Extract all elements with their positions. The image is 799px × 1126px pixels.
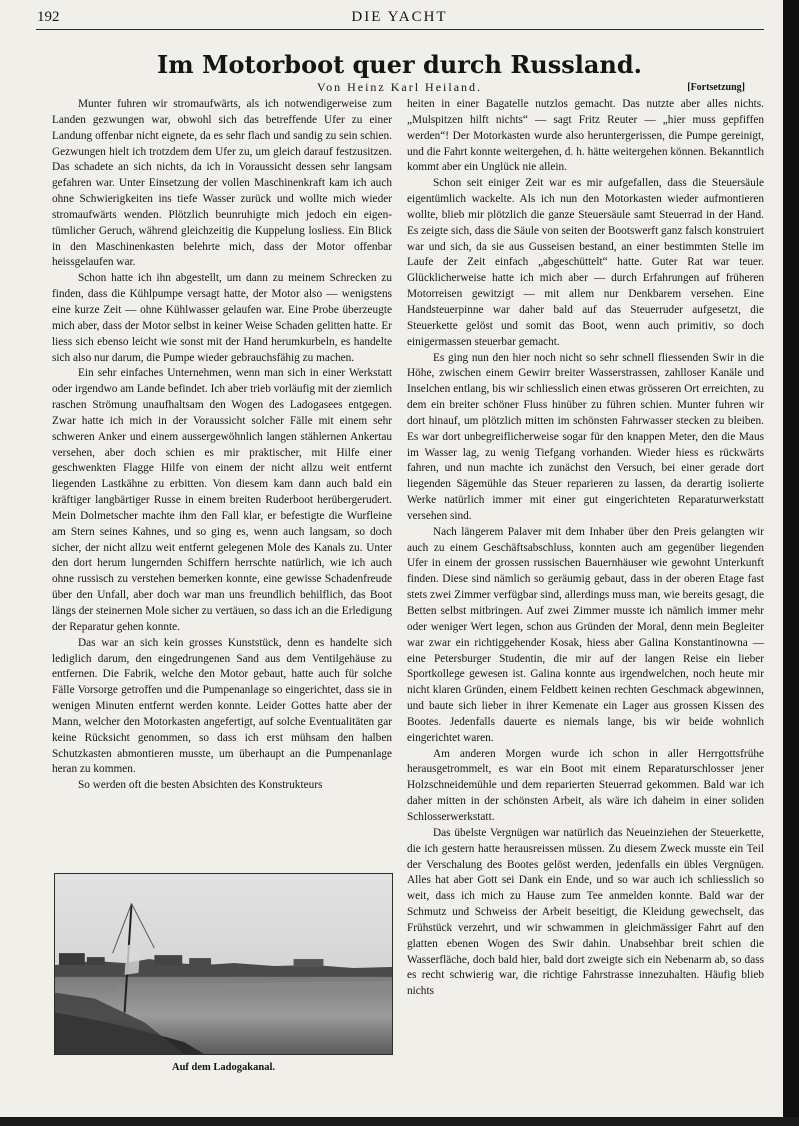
scan-edge-right <box>783 0 799 1126</box>
paragraph: Schon seit einiger Zeit war es mir aufgefallen, dass die Steuersäule eigentümlich wackelte. Als ich nun den Motorkasten wieder aufmontieren wollte, blieb mir plötzlich die ganze Steuersäule samt Steuerrad in der Hand. Es zeigte sich, dass die Säule von seiten der Bootswerft ganz falsch konstruiert war und sich, da sie aus Gusseisen bestand, an einer bestimmten Stelle im Laufe der Zeit einfach „abgeschüttelt“ hatte. Guter Rat war teuer. Glücklicherweise hatte ich mich aber — durch Erfahrungen auf früheren Motorreisen gewitzigt — mit allem nur Denkbarem versehen. Eine Handsteuerpinne war daher bald auf das Steuerruder aufgesetzt, die Steuerkette gelöst und somit das Boot, wenn auch primitiv, so doch einigermassen steuerbar gemacht. <box>407 177 764 348</box>
running-title: DIE YACHT <box>351 9 448 25</box>
paragraph: So werden oft die besten Absichten des Konstrukteurs <box>78 779 323 792</box>
paragraph: Ein sehr einfaches Unternehmen, wenn man sich in einer Werkstatt oder irgendwo am Lande befindet. Ich aber trieb vorläufig mit der ziemlich raschen Strömung unaufhaltsam den Wogen des Ladogasees entgegen. Zwar hatte ich mich in der Voraussicht solcher Fälle mit einem sehr schweren Anker und einem aussergewöhnlich langen stählernen Ankertau versehen, aber doch schien es mir praktischer, mit Hilfe einer geschwenkten Flagge Hilfe von einem der nicht allzu weit entfernt liegenden Lastkähne zu erbitten. Von diesem kam dann auch bald ein kräftiger langbärtiger Russe in einem breiten Ruderboot herübergerudert. Mein Dolmetscher machte ihm den Fall klar, er befestigte die Wurfleine am Stern seines Kahnes, und so ging es, wenn auch langsam, so doch sicher, der nicht allzu weit entfernt gelegenen Mole des Kanals zu. Unter den dort herum lungernden Schiffern herrschte natürlich, wie ich auch ohne russisch zu verstehen bemerken konnte, eine gewisse Schadenfreude über den Unfall, aber doch war man uns freundlich behilflich, das Boot längs der steinernen Mole sicher zu vertäuen, so dass ich an die Erledigung der Reparatur gehen konnte. <box>52 367 392 633</box>
paragraph: Am anderen Morgen wurde ich schon in aller Herrgottsfrühe herausgetrommelt, es war ein Boot mit einem Reparaturschlosser jener Holzschneidemühle und dem reparierten Steuerrad gekommen. Bald war ich daher mitten in der schönsten Arbeit, als wäre ich daheim in einer soliden Schlosserwerkstatt. <box>407 747 764 823</box>
continued-note: [Fortsetzung] <box>687 82 745 93</box>
paragraph: Das war an sich kein grosses Kunststück, denn es handelte sich lediglich darum, den eingedrungenen Sand aus dem Ventilgehäuse zu entfernen. Die Fabrik, welche den Motor gebaut, hatte auch für solche Fälle Vorsorge getroffen und die Pumpenanlage so eingerichtet, dass sie in wenigen Minuten entfernt werden konnte. Leider Gottes hatte aber der Mann, welcher den Motorkasten angefertigt, auf solche Eventualitäten gar keine Rücksicht genommen, so dass ich erst mühsam den halben Schutzkasten abmontieren musste, um überhaupt an die Pumpenanlage heran zu kommen. <box>52 636 392 776</box>
paragraph: heiten in einer Bagatelle nutzlos gemacht. Das nutzte aber alles nichts. „Mulspitzen hilft nichts“ — sagt Fritz Reuter — „hier muss gepfiffen werden“! Der Motorkasten wurde also heruntergerissen, die Pumpe gereinigt, und die Fahrt konnte weitergehen, d. h. hätte weitergehen können. Bekanntlich kommt aber ein Unglück nie allein. <box>407 98 764 174</box>
paragraph: Schon hatte ich ihn abgestellt, um dann zu meinem Schrecken zu finden, dass die Kühlpumpe versagt hatte, der Motor also — wenigstens eine kurze Zeit — ohne Kühlwasser gelaufen war. Eine Probe überzeugte mich aber, dass der Motor selbst in keiner Weise Schaden gelitten hatte. Er liess sich ebenso leicht wie sonst mit der Hand herumkurbeln, es handelte sich also nur darum, die Pumpe wieder gebrauchsfähig zu machen. <box>52 272 392 364</box>
article-title: Im Motorboot quer durch Russland. <box>157 50 642 79</box>
paragraph: Es ging nun den hier noch nicht so sehr schnell fliessenden Swir in die Höhe, zwischen einem Gewirr breiter Wasserstrassen, zahlloser Kanäle und Inselchen entlang, bis wir schliesslich einen etwas grösseren Ort erreichten, zu dem ein breiter schöner Fluss hinüber zu führen schien. Munter fuhren wir dort hinauf, um plötzlich mitten im schönsten Fahrwasser stecken zu bleiben. Es war dort unbegreiflicherweise sogar für den knappen Meter, den die Maus im Wasser lag, zu wenig Tiefgang vorhanden. Wieder hiess es rückwärts fahren, und nun machte ich zunächst den Versuch, bei einer gerade dort liegenden Sägemühle das Steuer reparieren zu lassen, da derartig isolierte Werke natürlich immer mit einer gut eingerichteten Reparaturwerkstatt versehen sind. <box>407 351 764 522</box>
paragraph: Das übelste Vergnügen war natürlich das Neueinziehen der Steuerkette, die ich gestern hatte herausreissen müssen. Zu diesem Zweck musste ein Teil der Verschalung des Bootes gelöst werden, jedenfalls ein übles Vergnügen. Alles hat aber Gott sei Dank ein Ende, und so war auch ich schliesslich so weit, dass ich mich zu Hause zum Tee anmelden konnte. Bald war der Schmutz und Schweiss der Arbeit beseitigt, die Kleidung gewechselt, das Frühstück verzehrt, und wir schwammen in gleichmässiger Fahrt auf den glatten ebenen Wogen des Swir dahin. Unabsehbar breit schien die Wasserfläche, doch bald hier, bald dort zweigte sich ein Nebenarm ab, so dass es recht schwierig war, die richtige Fahrstrasse innezuhalten. Häufig blieb nichts <box>407 826 764 998</box>
paragraph: Nach längerem Palaver mit dem Inhaber über den Preis gelangten wir auch zu einem Geschäftsabschluss, konnten auch am gegenüber liegenden Ufer in einem der grossen russischen Bauernhäuser wie gewohnt Unterkunft finden. Diese sind nämlich so geräumig gebaut, dass in der oberen Etage fast stets zwei Zimmer verfügbar sind, allerdings muss man, wie bereits gesagt, die Betten selbst mitbringen. Auf zwei Zimmer musste ich nämlich immer mehr oder weniger Wert legen, schon aus Gründen der Moral, denn mein Begleiter war zwar ein richtiggehender Kosak, hiess aber Galina Konstantinowna — eine Petersburger Studentin, die mir auf der langen Reise ein lieber Sportkollege gewesen ist. Galina konnte aus irgendwelchen, noch heute mir nicht klaren Gründen, einem Feldbett keinen rechten Geschmack abgewinnen, und baute sich lieber in ihrer Kemenate ein Lager aus grossen Kissen des Bootes. Jedenfalls dauerte es niemals lange, bis wir beide wohnlich eingerichtet waren. <box>407 525 764 744</box>
scan-edge-bottom <box>0 1117 799 1126</box>
photo-caption: Auf dem Ladogakanal. <box>172 1062 275 1073</box>
header-rule <box>36 29 764 30</box>
left-column <box>52 97 392 794</box>
photo-illustration <box>55 874 392 1054</box>
page-number: 192 <box>37 9 60 25</box>
right-column <box>407 97 764 1000</box>
article-byline: Von Heinz Karl Heiland. <box>316 80 483 94</box>
paragraph: Munter fuhren wir stromaufwärts, als ich notwendigerweise zum Landen gezwungen war, obwohl sich das betreffende Ufer zu einer Landung offenbar nicht eignete, da es sehr flach und sandig zu sein schien. Gezwungen hielt ich trotzdem dem Ufer zu, um gleich darauf festzusitzen. Das schadete an sich nichts, da ich in Voraussicht dessen sehr langsam gefahren war. Unter Einsetzung der vollen Maschinenkraft kam ich auch ohne Schwierigkeiten ins tiefe Wasser zurück und wollte mich wieder stromaufwärts wenden. Plötzlich beunruhigte mich jedoch ein eigentümlicher Geruch, während gleichzeitig die Kuppelung losliess. Ein Blick in den Maschinenkasten belehrte mich, dass der Motor offenbar heissgelaufen war. <box>52 98 392 269</box>
ladoga-canal-photo <box>54 873 393 1055</box>
